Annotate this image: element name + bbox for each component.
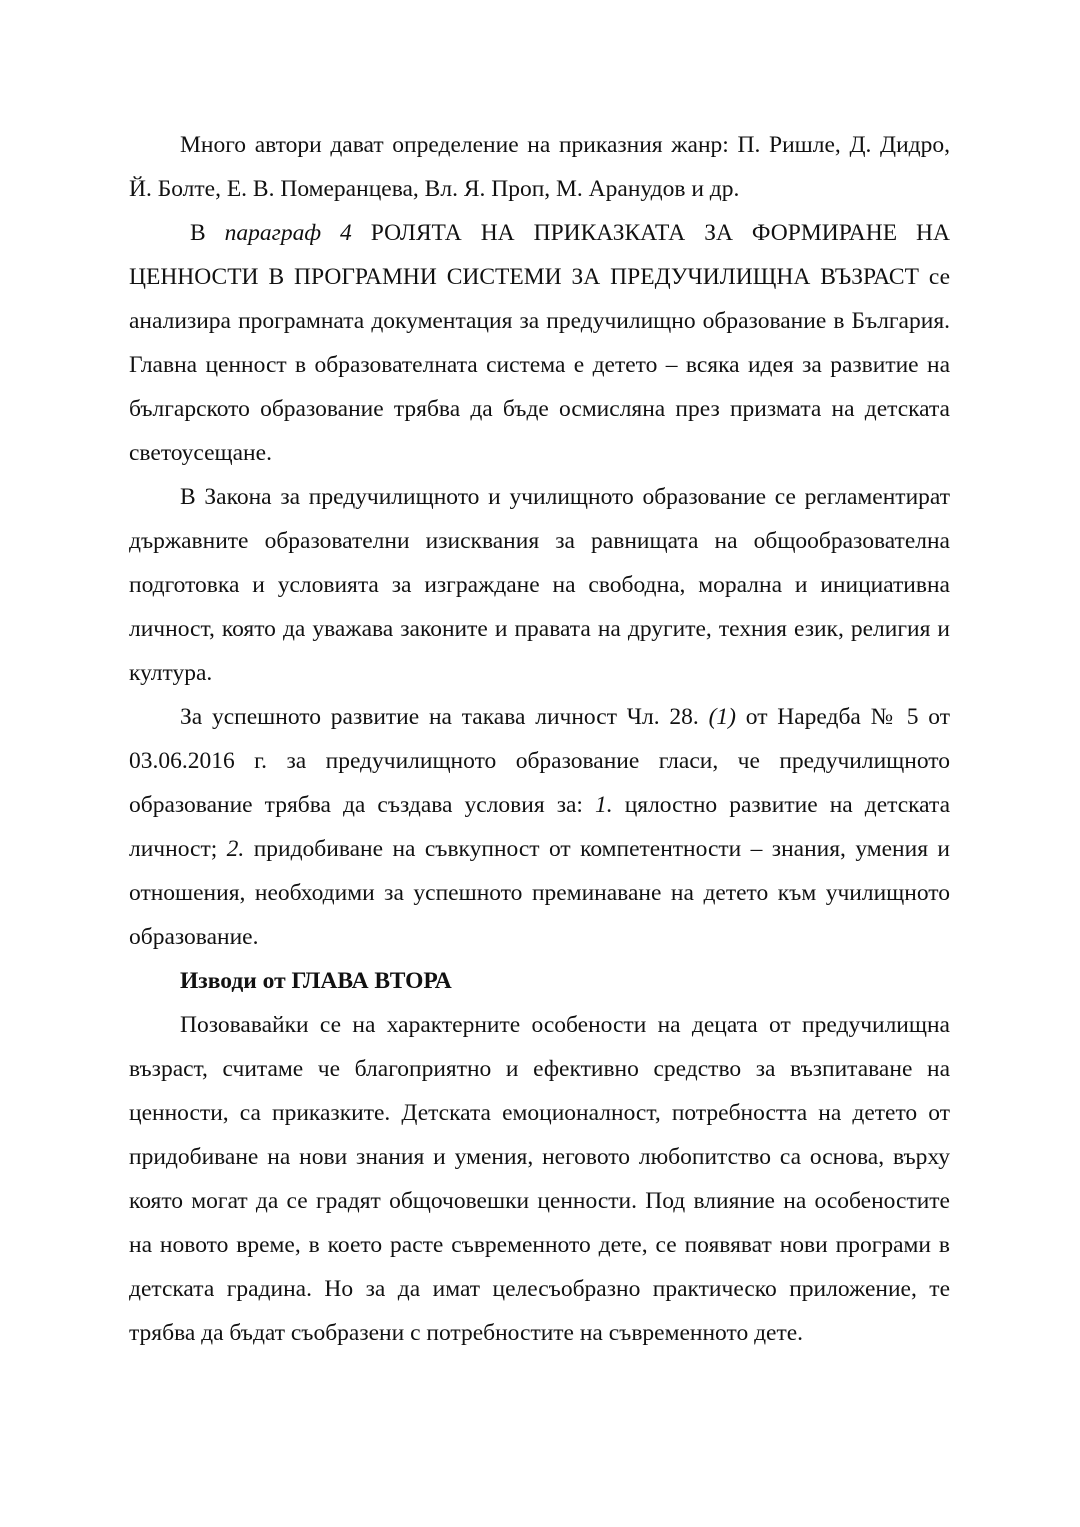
paragraph-section-4-italic: параграф 4 <box>224 220 352 246</box>
regulation-text-3: цялостно развитие на детската личност; <box>129 792 950 862</box>
paragraph-section-4-pre: В <box>190 220 225 246</box>
regulation-text-1: За успешното развитие на такава личност Чл. 28. <box>180 704 709 730</box>
regulation-italic-3: 2. <box>226 836 245 862</box>
regulation-italic-1: (1) <box>708 704 736 730</box>
paragraph-law: В Закона за предучилищното и училищното образование се регламентират държавните образователни изисквания за равнищата на общообразователна подготовка и условията за изграждане на свободна, морална и инициативна личност, която да уважава законите и правата на другите, техния език, религия и култура. <box>129 484 950 686</box>
paragraph-authors: Много автори дават определение на приказния жанр: П. Ришле, Д. Дидро, Й. Болте, Е. В. Померанцева, Вл. Я. Проп, М. Аранудов и др. <box>129 132 950 202</box>
paragraph-regulation <box>129 695 950 959</box>
paragraph-conclusions: Позовавайки се на характерните особености на децата от предучилищна възраст, считаме че благоприятно и ефективно средство за възпитаване на ценности, са приказките. Детската емоционалност, потребността на детето от придобиване на нови знания и умения, неговото любопитство са основа, върху която могат да се градят общочовешки ценности. Под влияние на особеностите на новото време, в което расте съвременното дете, се появяват нови програми в детската градина. Но за да имат целесъобразно практическо приложение, те трябва да бъдат съобразени с потребностите на съвременното дете. <box>129 1012 950 1346</box>
regulation-text-2: от Наредба № 5 от 03.06.2016 г. за предучилищното образование гласи, че предучилищното образование трябва да създава условия за: <box>129 704 950 818</box>
paragraph-section-4-body: РОЛЯТА НА ПРИКАЗКАТА ЗА ФОРМИРАНЕ НА ЦЕННОСТИ В ПРОГРАМНИ СИСТЕМИ ЗА ПРЕДУЧИЛИЩНА ВЪЗРАСТ се анализира програмната документация за предучилищно образование в България. Главна ценност в образователната система е детето – всяка идея за развитие на българското образование трябва да бъде осмисляна през призмата на детската светоусещане. <box>129 220 950 466</box>
document-page <box>129 123 950 1355</box>
paragraph-section-4 <box>129 211 950 475</box>
regulation-italic-2: 1. <box>595 792 613 818</box>
section-heading: Изводи от ГЛАВА ВТОРА <box>180 968 452 994</box>
regulation-text-4: придобиване на съвкупност от компетентности – знания, умения и отношения, необходими за успешното преминаване на детето към училищното образование. <box>129 836 950 950</box>
